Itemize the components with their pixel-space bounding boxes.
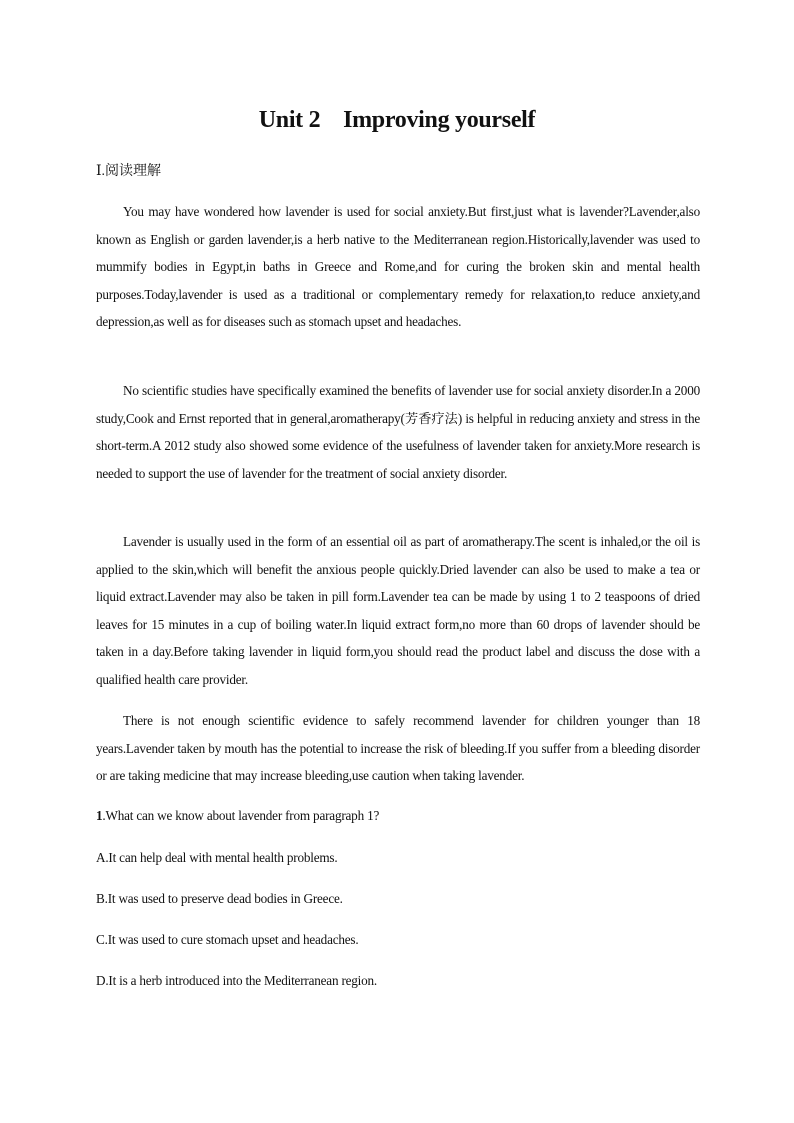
section-heading-reading: Ⅰ.阅读理解 xyxy=(96,164,162,179)
option-d: D.It is a herb introduced into the Mediterranean region. xyxy=(96,973,378,988)
passage-paragraph-2: No scientific studies have specifically examined the benefits of lavender use for social anxiety disorder.In a 2000 study,Cook and Ernst reported that in general,aromatherapy(芳香疗法) is helpful in reducing anxiety and stress in the short-term.A 2012 study also showed some evidence of the usefulness of lavender taken for anxiety.More research is needed to support the use of lavender for the treatment of social anxiety disorder. xyxy=(96,383,700,481)
passage-paragraph-4: There is not enough scientific evidence to safely recommend lavender for children younger than 18 years.Lavender taken by mouth has the potential to increase the risk of bleeding.If you suffer from a bleeding disorder or are taking medicine that may increase bleeding,use caution when taking lavender. xyxy=(96,713,700,783)
option-c: C.It was used to cure stomach upset and headaches. xyxy=(96,932,359,947)
unit-title: Unit 2 Improving yourself xyxy=(258,107,536,133)
question-text: .What can we know about lavender from paragraph 1? xyxy=(102,808,380,823)
passage-paragraph-3: Lavender is usually used in the form of an essential oil as part of aromatherapy.The scent is inhaled,or the oil is applied to the skin,which will benefit the anxious people quickly.Dried lavender can also be used to make a tea or liquid extract.Lavender may also be taken in pill form.Lavender tea can be made by using 1 to 2 teaspoons of dried leaves for 15 minutes in a cup of boiling water.In liquid extract form,no more than 60 drops of lavender should be taken in a day.Before taking lavender in liquid form,you should read the product label and discuss the dose with a qualified health care provider. xyxy=(96,534,700,687)
passage-paragraph-1: You may have wondered how lavender is used for social anxiety.But first,just what is lavender?Lavender,also known as English or garden lavender,is a herb native to the Mediterranean region.Historically,lavender was used to mummify bodies in Egypt,in baths in Greece and Rome,and for curing the broken skin and mental health purposes.Today,lavender is used as a traditional or complementary remedy for relaxation,to reduce anxiety,and depression,as well as for diseases such as stomach upset and headaches. xyxy=(96,204,700,329)
option-b: B.It was used to preserve dead bodies in Greece. xyxy=(96,891,343,906)
question-number: 1 xyxy=(96,808,103,823)
question-1-stem xyxy=(96,806,379,826)
option-a: A.It can help deal with mental health problems. xyxy=(96,850,338,865)
